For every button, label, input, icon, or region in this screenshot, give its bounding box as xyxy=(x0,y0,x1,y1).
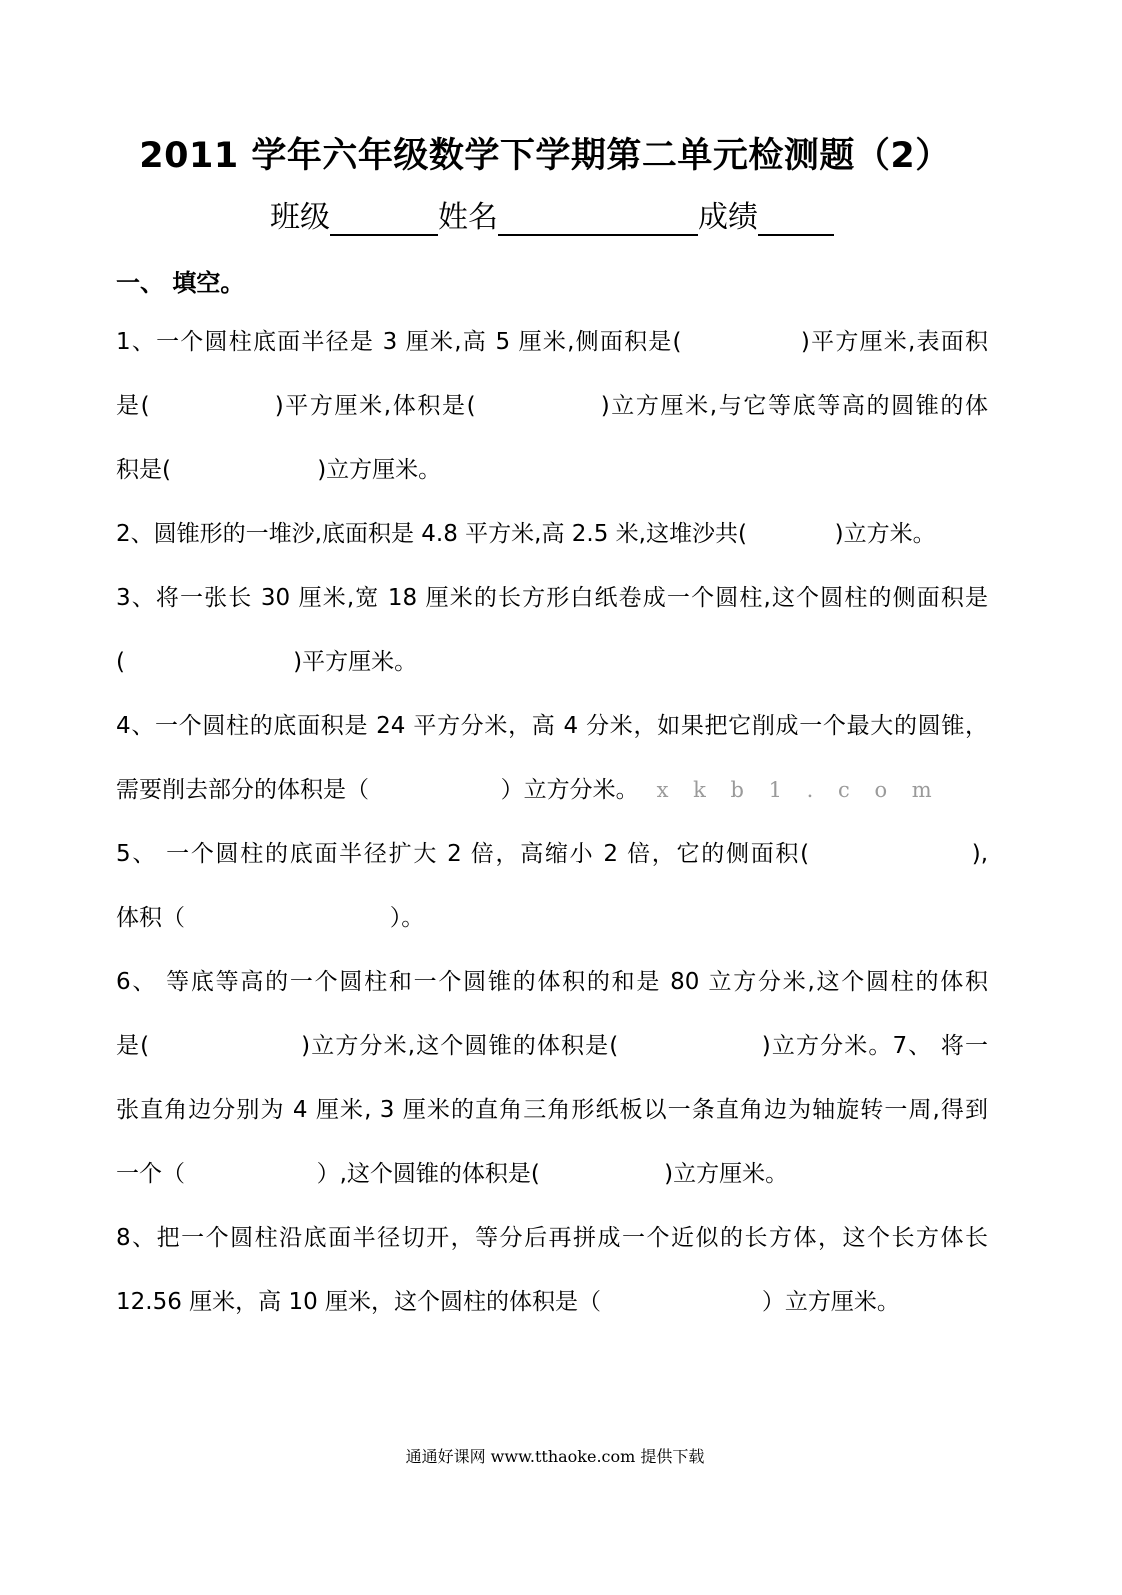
question-3-line-2: ( )平方厘米。 xyxy=(116,649,418,675)
class-blank xyxy=(330,204,438,236)
student-info-row xyxy=(270,192,834,236)
question-3-line-1: 3、将一张长 30 厘米,宽 18 厘米的长方形白纸卷成一个圆柱,这个圆柱的侧面积是 xyxy=(116,585,988,611)
question-1-line-2: 是( )平方厘米,体积是( )立方厘米,与它等底等高的圆锥的体 xyxy=(116,393,988,419)
question-4-line-1: 4、一个圆柱的底面积是 24 平方分米，高 4 分米，如果把它削成一个最大的圆锥， xyxy=(116,713,988,739)
name-label: 姓名 xyxy=(438,200,498,235)
question-8-line-1: 8、把一个圆柱沿底面半径切开，等分后再拼成一个近似的长方体，这个长方体长 xyxy=(116,1225,988,1251)
question-5-line-2: 体积（ ）。 xyxy=(116,905,425,931)
score-blank xyxy=(758,204,834,236)
class-label: 班级 xyxy=(270,200,330,235)
score-label: 成绩 xyxy=(698,200,758,235)
question-2-line-1: 2、圆锥形的一堆沙,底面积是 4.8 平方米,高 2.5 米,这堆沙共( )立方米。 xyxy=(116,521,936,547)
question-4-line-2: 需要削去部分的体积是（ ）立方分米。 xyxy=(116,777,639,803)
page-title: 2011 学年六年级数学下学期第二单元检测题（2） xyxy=(139,136,951,176)
question-7-line-2: 一个（ ）,这个圆锥的体积是( )立方厘米。 xyxy=(116,1161,789,1187)
question-8-line-2: 12.56 厘米，高 10 厘米，这个圆柱的体积是（ ）立方厘米。 xyxy=(116,1289,900,1315)
question-6-line-1: 6、 等底等高的一个圆柱和一个圆锥的体积的和是 80 立方分米,这个圆柱的体积 xyxy=(116,969,988,995)
question-1-line-3: 积是( )立方厘米。 xyxy=(116,457,442,483)
question-7-line-1: 张直角边分别为 4 厘米, 3 厘米的直角三角形纸板以一条直角边为轴旋转一周,得到 xyxy=(116,1097,988,1123)
question-1-line-1: 1、一个圆柱底面半径是 3 厘米,高 5 厘米,侧面积是( )平方厘米,表面积 xyxy=(116,329,988,355)
name-blank xyxy=(498,204,698,236)
section-heading-fill-in: 一、 填空。 xyxy=(116,269,245,297)
question-4-line-2-row xyxy=(116,774,941,806)
footer-source: 通通好课网 www.tthaoke.com 提供下载 xyxy=(405,1447,705,1466)
watermark-text: x k b 1 . c o m xyxy=(656,778,941,802)
question-5-line-1: 5、 一个圆柱的底面半径扩大 2 倍，高缩小 2 倍，它的侧面积( ), xyxy=(116,841,988,867)
question-6-line-2: 是( )立方分米,这个圆锥的体积是( )立方分米。7、 将一 xyxy=(116,1033,988,1059)
